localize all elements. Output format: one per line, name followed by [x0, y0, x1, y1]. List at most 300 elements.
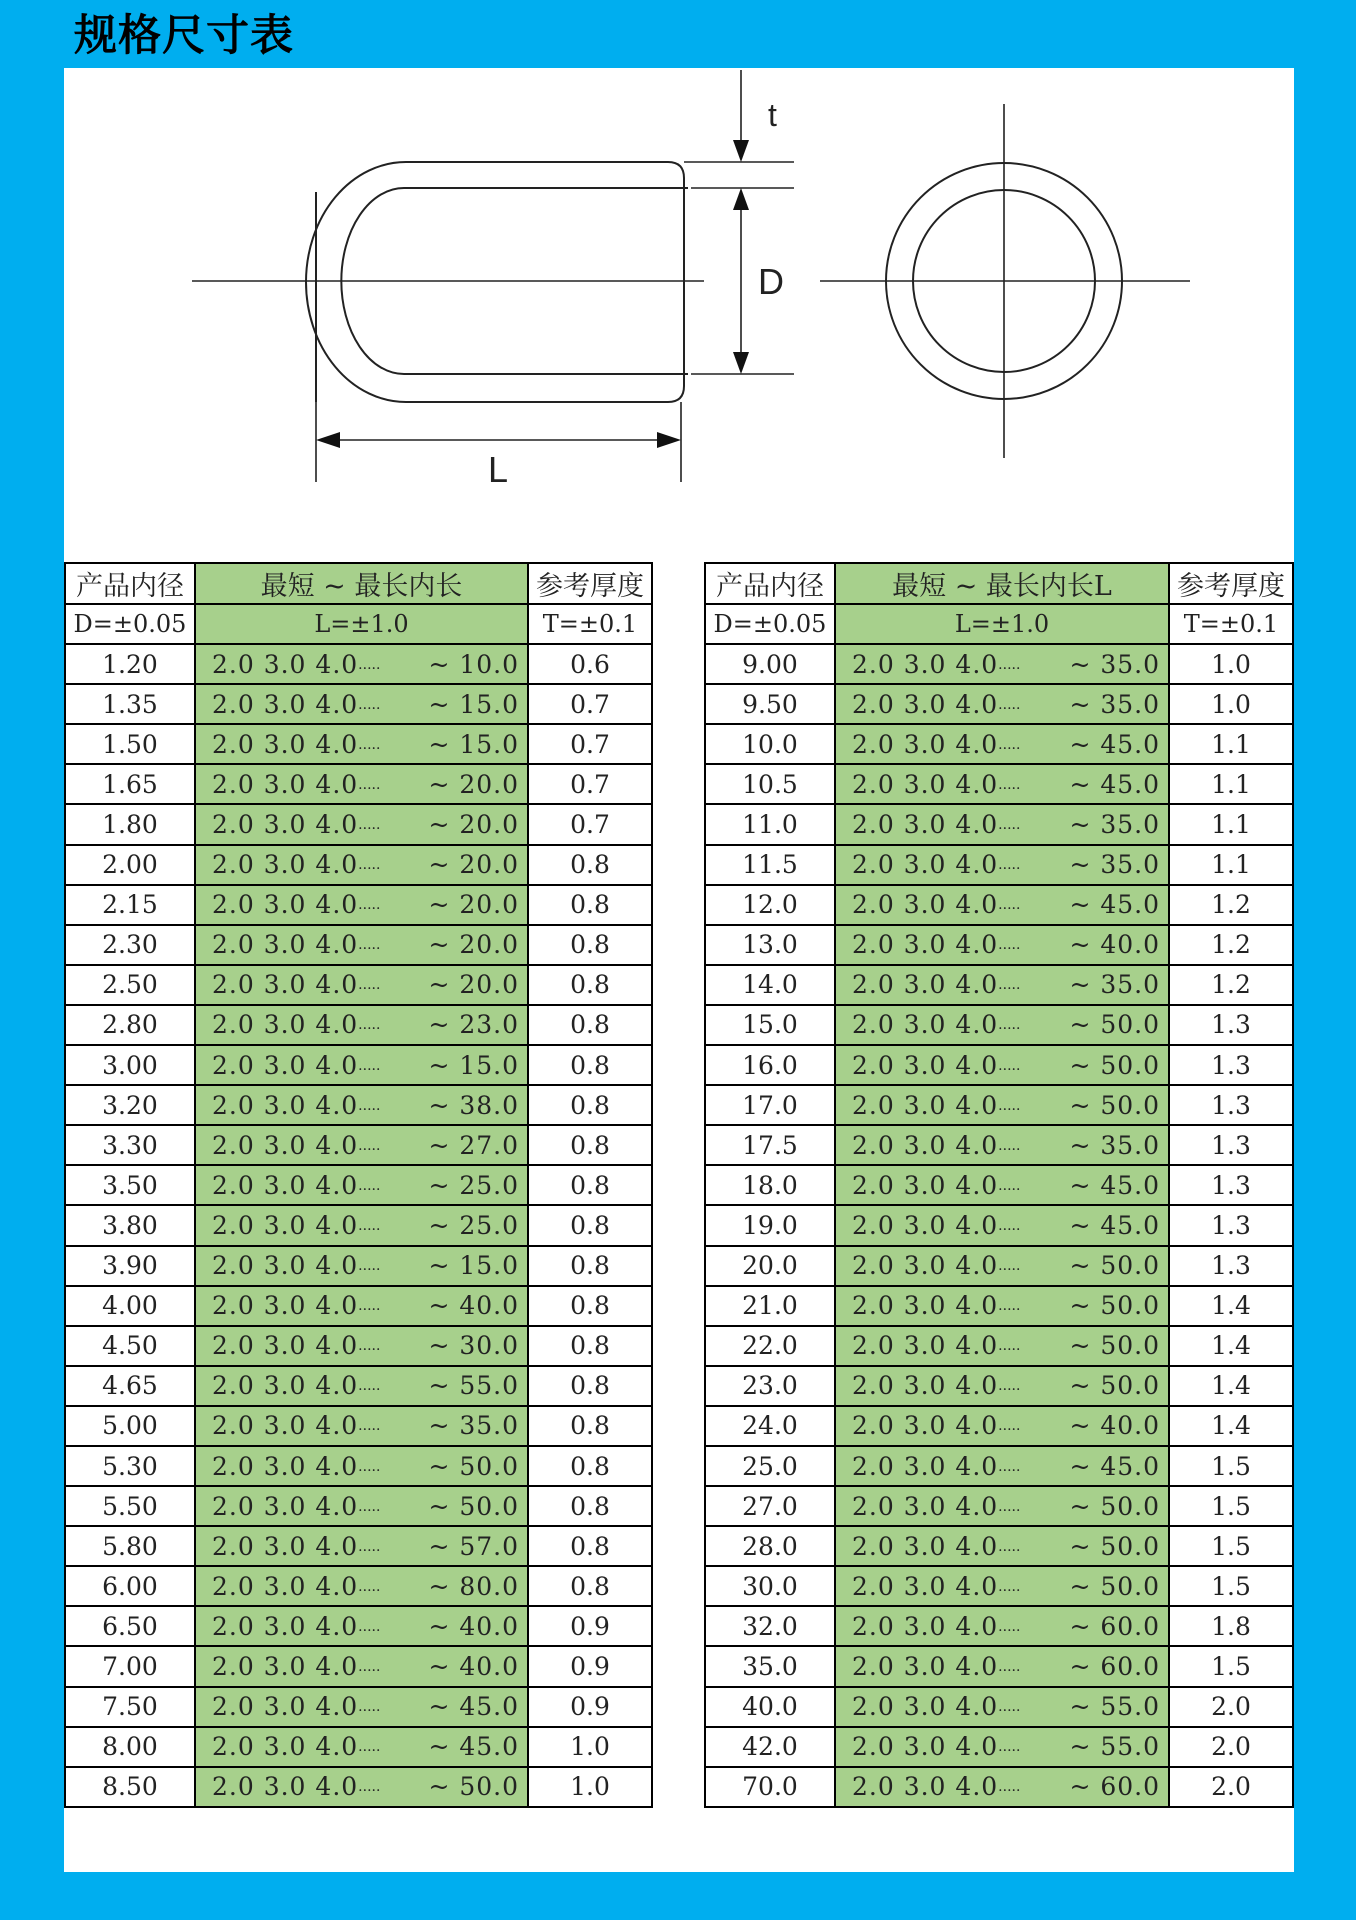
length-range-dots: ····· — [358, 941, 381, 958]
length-range-prefix: 2.0 3.0 4.0 — [852, 1170, 999, 1200]
length-range-cell — [835, 1687, 1169, 1727]
length-range-dots: ····· — [998, 700, 1021, 717]
length-range-cell — [195, 684, 528, 724]
length-range-min — [212, 1331, 380, 1360]
thickness-cell: 1.5 — [1169, 1446, 1293, 1486]
length-range-dots: ····· — [358, 1302, 381, 1319]
table-row — [65, 684, 652, 724]
length-range-cell — [195, 1005, 528, 1045]
thickness-cell: 0.9 — [528, 1606, 652, 1646]
length-range-max: ~ 20.0 — [428, 970, 519, 1000]
inner-diameter-cell: 4.00 — [65, 1286, 195, 1326]
table-row — [65, 965, 652, 1005]
header-thickness: 参考厚度 — [1169, 563, 1293, 604]
inner-diameter-cell: 2.00 — [65, 845, 195, 885]
length-range-min — [852, 1572, 1020, 1601]
thickness-cell: 1.1 — [1169, 764, 1293, 804]
thickness-cell: 0.8 — [528, 885, 652, 925]
length-range — [836, 970, 1168, 999]
page-title: 规格尺寸表 — [74, 11, 294, 61]
thickness-cell: 1.0 — [1169, 684, 1293, 724]
length-range-max: ~ 45.0 — [428, 1692, 519, 1722]
table-row — [65, 1446, 652, 1486]
length-range-cell — [835, 1125, 1169, 1165]
thickness-cell: 0.7 — [528, 684, 652, 724]
table-row — [65, 1406, 652, 1446]
d-arrowhead-top — [733, 188, 749, 210]
length-range-min — [212, 1492, 380, 1521]
length-range-cell — [835, 1406, 1169, 1446]
thickness-cell: 1.0 — [1169, 644, 1293, 684]
length-range-dots: ····· — [998, 1582, 1021, 1599]
length-range — [836, 1251, 1168, 1280]
length-range-min — [212, 810, 380, 839]
length-range — [196, 1612, 527, 1641]
table-row — [65, 1687, 652, 1727]
length-range-dots: ····· — [998, 1021, 1021, 1038]
length-range-max: ~ 45.0 — [1069, 729, 1160, 759]
length-range-cell — [195, 1286, 528, 1326]
length-range-cell — [195, 1446, 528, 1486]
length-range-cell — [835, 1727, 1169, 1767]
length-range — [196, 850, 527, 879]
length-range — [196, 930, 527, 959]
spec-table-right — [704, 562, 1294, 1808]
inner-diameter-cell: 10.5 — [705, 764, 835, 804]
table-row — [705, 644, 1293, 684]
table-row — [705, 1727, 1293, 1767]
length-range-dots: ····· — [998, 981, 1021, 998]
table-row — [705, 1165, 1293, 1205]
inner-diameter-cell: 1.50 — [65, 724, 195, 764]
inner-diameter-cell: 18.0 — [705, 1165, 835, 1205]
length-range-min — [212, 890, 380, 919]
thickness-cell: 0.8 — [528, 1045, 652, 1085]
inner-diameter-cell: 10.0 — [705, 724, 835, 764]
thickness-cell: 1.3 — [1169, 1125, 1293, 1165]
table-row — [65, 1286, 652, 1326]
length-range-dots: ····· — [998, 1342, 1021, 1359]
length-range-min — [852, 1091, 1020, 1120]
table-row — [705, 925, 1293, 965]
thickness-cell: 0.8 — [528, 1526, 652, 1566]
thickness-cell: 1.1 — [1169, 804, 1293, 844]
length-range-min — [852, 1211, 1020, 1240]
length-range-min — [852, 1411, 1020, 1440]
table-row — [65, 1566, 652, 1606]
length-range-max: ~ 20.0 — [428, 930, 519, 960]
length-range-dots: ····· — [358, 1221, 381, 1238]
length-range-prefix: 2.0 3.0 4.0 — [852, 970, 999, 1000]
length-range — [196, 890, 527, 919]
length-range-max: ~ 20.0 — [428, 810, 519, 840]
inner-diameter-cell: 20.0 — [705, 1246, 835, 1286]
length-range — [836, 890, 1168, 919]
table-row — [705, 1486, 1293, 1526]
length-range-prefix: 2.0 3.0 4.0 — [852, 1130, 999, 1160]
thickness-cell: 0.8 — [528, 925, 652, 965]
length-range — [196, 1371, 527, 1400]
length-range-cell — [835, 965, 1169, 1005]
tube-outer-outline — [306, 162, 684, 402]
length-range-max: ~ 50.0 — [1069, 1331, 1160, 1361]
inner-diameter-cell: 8.50 — [65, 1767, 195, 1807]
inner-diameter-cell: 23.0 — [705, 1366, 835, 1406]
table-row — [705, 1526, 1293, 1566]
table-row — [65, 1727, 652, 1767]
inner-diameter-cell: 2.50 — [65, 965, 195, 1005]
inner-diameter-cell: 4.65 — [65, 1366, 195, 1406]
length-range-prefix: 2.0 3.0 4.0 — [212, 1130, 359, 1160]
inner-diameter-cell: 1.35 — [65, 684, 195, 724]
table-row — [705, 1566, 1293, 1606]
length-range-dots: ····· — [998, 1622, 1021, 1639]
length-range-min — [852, 1051, 1020, 1080]
length-range-dots: ····· — [358, 1342, 381, 1359]
inner-diameter-cell: 1.65 — [65, 764, 195, 804]
length-range-min — [212, 1171, 380, 1200]
length-range-min — [852, 690, 1020, 719]
length-range-min — [212, 1091, 380, 1120]
length-range-max: ~ 10.0 — [428, 649, 519, 679]
thickness-cell: 0.7 — [528, 804, 652, 844]
length-range-prefix: 2.0 3.0 4.0 — [852, 1010, 999, 1040]
length-range — [836, 1371, 1168, 1400]
length-range-prefix: 2.0 3.0 4.0 — [852, 1692, 999, 1722]
length-range-cell — [835, 804, 1169, 844]
header-inner-diameter: 产品内径 — [705, 563, 835, 604]
table-row — [65, 1165, 652, 1205]
length-range-min — [212, 1532, 380, 1561]
table-row — [705, 1005, 1293, 1045]
length-range — [196, 1331, 527, 1360]
table-row — [705, 1406, 1293, 1446]
table-row — [705, 1767, 1293, 1807]
length-range-cell — [835, 764, 1169, 804]
length-range-dots: ····· — [358, 660, 381, 677]
length-range — [196, 1452, 527, 1481]
length-range-min — [852, 1732, 1020, 1761]
table-row — [65, 764, 652, 804]
length-range-max: ~ 80.0 — [428, 1571, 519, 1601]
length-range-prefix: 2.0 3.0 4.0 — [852, 890, 999, 920]
length-range-max: ~ 50.0 — [1069, 1090, 1160, 1120]
length-range-prefix: 2.0 3.0 4.0 — [212, 1291, 359, 1321]
length-range-cell — [195, 1406, 528, 1446]
length-range-min — [212, 1251, 380, 1280]
inner-diameter-cell: 3.90 — [65, 1246, 195, 1286]
length-range-min — [852, 650, 1020, 679]
length-range — [196, 1692, 527, 1721]
inner-diameter-cell: 40.0 — [705, 1687, 835, 1727]
dimension-diagram — [64, 68, 1294, 562]
thickness-cell: 1.2 — [1169, 885, 1293, 925]
length-range-max: ~ 50.0 — [1069, 1251, 1160, 1281]
length-range-cell — [195, 925, 528, 965]
length-range-max: ~ 20.0 — [428, 890, 519, 920]
length-range-max: ~ 15.0 — [428, 689, 519, 719]
length-range-dots: ····· — [358, 1542, 381, 1559]
length-range-cell — [835, 1165, 1169, 1205]
length-range-prefix: 2.0 3.0 4.0 — [212, 1651, 359, 1681]
inner-diameter-cell: 21.0 — [705, 1286, 835, 1326]
inner-diameter-cell: 6.00 — [65, 1566, 195, 1606]
thickness-cell: 0.8 — [528, 1085, 652, 1125]
inner-diameter-cell: 35.0 — [705, 1646, 835, 1686]
length-range-cell — [195, 1526, 528, 1566]
inner-diameter-cell: 2.80 — [65, 1005, 195, 1045]
length-range — [196, 730, 527, 759]
inner-diameter-cell: 9.00 — [705, 644, 835, 684]
length-range-cell — [195, 1205, 528, 1245]
length-range — [836, 810, 1168, 839]
length-range — [836, 1772, 1168, 1801]
length-range-max: ~ 60.0 — [1069, 1651, 1160, 1681]
inner-diameter-cell: 28.0 — [705, 1526, 835, 1566]
length-range-cell — [835, 1767, 1169, 1807]
length-range — [196, 970, 527, 999]
length-range-prefix: 2.0 3.0 4.0 — [212, 1371, 359, 1401]
thickness-cell: 0.6 — [528, 644, 652, 684]
thickness-cell: 2.0 — [1169, 1687, 1293, 1727]
length-range-min — [212, 1652, 380, 1681]
length-range-max: ~ 55.0 — [1069, 1692, 1160, 1722]
length-range-cell — [835, 644, 1169, 684]
table-row — [65, 1366, 652, 1406]
length-range-cell — [835, 1446, 1169, 1486]
inner-diameter-cell: 9.50 — [705, 684, 835, 724]
length-range-max: ~ 23.0 — [428, 1010, 519, 1040]
length-range-dots: ····· — [358, 1703, 381, 1720]
length-range-min — [852, 1772, 1020, 1801]
length-range-min — [212, 690, 380, 719]
thickness-cell: 0.8 — [528, 1286, 652, 1326]
thickness-cell: 0.8 — [528, 1446, 652, 1486]
header-length-range: 最短 ~ 最长内长L — [835, 563, 1169, 604]
length-range-max: ~ 35.0 — [428, 1411, 519, 1441]
length-range-dots: ····· — [358, 1382, 381, 1399]
length-range — [836, 1051, 1168, 1080]
length-range-prefix: 2.0 3.0 4.0 — [212, 1050, 359, 1080]
length-range-cell — [835, 1085, 1169, 1125]
length-range — [196, 1411, 527, 1440]
table-row — [705, 1326, 1293, 1366]
length-range-cell — [195, 1045, 528, 1085]
header-thickness: 参考厚度 — [528, 563, 652, 604]
table-row — [705, 845, 1293, 885]
length-range-cell — [195, 1767, 528, 1807]
length-range-max: ~ 15.0 — [428, 1251, 519, 1281]
length-range-min — [212, 1772, 380, 1801]
table-row — [705, 1606, 1293, 1646]
length-range-cell — [835, 724, 1169, 764]
length-range-cell — [835, 1286, 1169, 1326]
t-arrowhead — [733, 140, 749, 162]
table-row — [705, 885, 1293, 925]
header-row — [65, 563, 652, 604]
length-range-prefix: 2.0 3.0 4.0 — [212, 649, 359, 679]
thickness-cell: 1.3 — [1169, 1085, 1293, 1125]
length-range-prefix: 2.0 3.0 4.0 — [212, 970, 359, 1000]
length-range-min — [852, 810, 1020, 839]
length-range-prefix: 2.0 3.0 4.0 — [212, 1331, 359, 1361]
table-row — [705, 1687, 1293, 1727]
table-row — [705, 1205, 1293, 1245]
length-range-max: ~ 60.0 — [1069, 1772, 1160, 1802]
inner-diameter-cell: 13.0 — [705, 925, 835, 965]
length-range-min — [852, 1331, 1020, 1360]
length-range-dots: ····· — [998, 941, 1021, 958]
length-range-min — [852, 1452, 1020, 1481]
length-range-max: ~ 50.0 — [1069, 1291, 1160, 1321]
length-range — [196, 1291, 527, 1320]
length-range-cell — [195, 1366, 528, 1406]
label-t: t — [768, 97, 777, 133]
length-range-prefix: 2.0 3.0 4.0 — [212, 850, 359, 880]
inner-diameter-cell: 17.5 — [705, 1125, 835, 1165]
tolerance-row — [705, 604, 1293, 644]
length-range — [196, 1652, 527, 1681]
thickness-cell: 0.8 — [528, 1246, 652, 1286]
length-range-dots: ····· — [358, 1662, 381, 1679]
table-row — [65, 1085, 652, 1125]
thickness-cell: 1.5 — [1169, 1646, 1293, 1686]
length-range-min — [212, 1131, 380, 1160]
length-range-max: ~ 15.0 — [428, 729, 519, 759]
length-range-dots: ····· — [358, 1101, 381, 1118]
length-range — [836, 1732, 1168, 1761]
length-range-cell — [835, 1646, 1169, 1686]
length-range-prefix: 2.0 3.0 4.0 — [212, 1692, 359, 1722]
table-row — [65, 1767, 652, 1807]
table-row — [705, 684, 1293, 724]
length-range-dots: ····· — [998, 1302, 1021, 1319]
length-range-max: ~ 38.0 — [428, 1090, 519, 1120]
length-range-cell — [835, 1326, 1169, 1366]
length-range-cell — [835, 1366, 1169, 1406]
inner-diameter-cell: 17.0 — [705, 1085, 835, 1125]
thickness-cell: 0.9 — [528, 1646, 652, 1686]
header-row — [705, 563, 1293, 604]
length-range — [836, 1331, 1168, 1360]
length-range-cell — [835, 684, 1169, 724]
length-range — [836, 1492, 1168, 1521]
length-range-prefix: 2.0 3.0 4.0 — [852, 1611, 999, 1641]
table-row — [65, 1326, 652, 1366]
length-range-min — [852, 1692, 1020, 1721]
length-range-cell — [195, 644, 528, 684]
length-range-prefix: 2.0 3.0 4.0 — [212, 930, 359, 960]
thickness-cell: 0.8 — [528, 1366, 652, 1406]
tolerance-diameter: D=±0.05 — [65, 604, 195, 644]
length-range-dots: ····· — [998, 901, 1021, 918]
thickness-cell: 1.5 — [1169, 1526, 1293, 1566]
tolerance-thickness: T=±0.1 — [1169, 604, 1293, 644]
length-range-cell — [835, 1566, 1169, 1606]
length-range-prefix: 2.0 3.0 4.0 — [212, 890, 359, 920]
length-range-dots: ····· — [998, 780, 1021, 797]
length-range-cell — [835, 845, 1169, 885]
length-range-dots: ····· — [998, 1061, 1021, 1078]
length-range-min — [852, 1652, 1020, 1681]
length-range-max: ~ 25.0 — [428, 1170, 519, 1200]
length-range-min — [212, 1692, 380, 1721]
length-range-dots: ····· — [358, 700, 381, 717]
thickness-cell: 1.0 — [528, 1767, 652, 1807]
header-inner-diameter: 产品内径 — [65, 563, 195, 604]
length-range-max: ~ 50.0 — [1069, 1531, 1160, 1561]
table-row — [65, 885, 652, 925]
d-arrowhead-bottom — [733, 352, 749, 374]
length-range — [836, 1010, 1168, 1039]
length-range — [196, 1010, 527, 1039]
thickness-cell: 1.5 — [1169, 1486, 1293, 1526]
length-range-cell — [835, 925, 1169, 965]
length-range-cell — [195, 764, 528, 804]
table-row — [705, 1085, 1293, 1125]
length-range-max: ~ 45.0 — [428, 1732, 519, 1762]
length-range — [196, 1251, 527, 1280]
length-range-dots: ····· — [998, 1141, 1021, 1158]
inner-diameter-cell: 25.0 — [705, 1446, 835, 1486]
length-range-cell — [195, 1326, 528, 1366]
length-range-min — [212, 650, 380, 679]
length-range — [836, 650, 1168, 679]
length-range — [196, 1772, 527, 1801]
thickness-cell: 1.3 — [1169, 1246, 1293, 1286]
length-range-min — [852, 890, 1020, 919]
length-range — [836, 1572, 1168, 1601]
length-range-dots: ····· — [358, 1462, 381, 1479]
length-range-cell — [835, 1246, 1169, 1286]
length-range — [836, 690, 1168, 719]
length-range-max: ~ 45.0 — [1069, 1210, 1160, 1240]
inner-diameter-cell: 42.0 — [705, 1727, 835, 1767]
inner-diameter-cell: 8.00 — [65, 1727, 195, 1767]
thickness-cell: 1.4 — [1169, 1286, 1293, 1326]
inner-diameter-cell: 1.20 — [65, 644, 195, 684]
length-range-max: ~ 45.0 — [1069, 1170, 1160, 1200]
length-range-prefix: 2.0 3.0 4.0 — [852, 1411, 999, 1441]
length-range-prefix: 2.0 3.0 4.0 — [852, 689, 999, 719]
table-row — [705, 1246, 1293, 1286]
length-range-max: ~ 50.0 — [428, 1772, 519, 1802]
length-range-cell — [835, 1486, 1169, 1526]
length-range-min — [212, 970, 380, 999]
length-range-min — [212, 1051, 380, 1080]
thickness-cell: 1.3 — [1169, 1165, 1293, 1205]
length-range-prefix: 2.0 3.0 4.0 — [212, 1170, 359, 1200]
inner-diameter-cell: 32.0 — [705, 1606, 835, 1646]
length-range-prefix: 2.0 3.0 4.0 — [212, 689, 359, 719]
length-range-prefix: 2.0 3.0 4.0 — [852, 1571, 999, 1601]
length-range-prefix: 2.0 3.0 4.0 — [852, 1732, 999, 1762]
length-range — [196, 1211, 527, 1240]
length-range — [836, 730, 1168, 759]
length-range-prefix: 2.0 3.0 4.0 — [212, 1571, 359, 1601]
length-range-min — [212, 1371, 380, 1400]
length-range-cell — [835, 1205, 1169, 1245]
length-range-dots: ····· — [358, 821, 381, 838]
length-range-min — [852, 850, 1020, 879]
l-arrowhead-right — [657, 432, 681, 448]
table-row — [705, 1446, 1293, 1486]
thickness-cell: 1.1 — [1169, 724, 1293, 764]
length-range-max: ~ 50.0 — [428, 1451, 519, 1481]
table-row — [705, 1286, 1293, 1326]
l-arrowhead-left — [316, 432, 340, 448]
table-row — [65, 1246, 652, 1286]
